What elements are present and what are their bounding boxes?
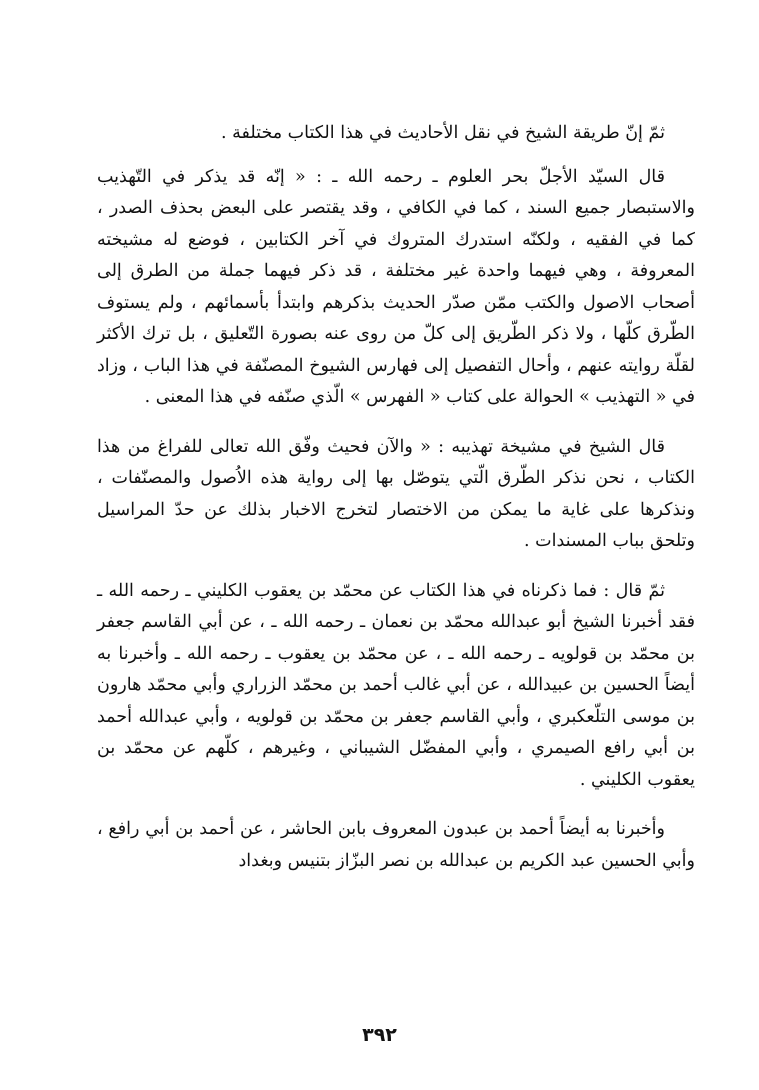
paragraph-spacer <box>97 414 695 432</box>
paragraph-1: ثمّ إنّ طريقة الشيخ في نقل الأحاديث في هذا الكتاب مختلفة . <box>221 123 665 143</box>
paragraph-2: قال السيّد الأجلّ بحر العلوم ـ رحمه الله ـ : « إنّه قد يذكر في التّهذيب والاستبصار جميع السند ، كما في الكافي ، وقد يقتصر على البعض بحذف الصدر ، كما في الفقيه ، ولكنّه استدرك المتروك في آخر الكتابين ، فوضع له مشيخته المعروفة ، وهي فيهما واحدة غير مختلفة ، قد ذكر فيهما جملة من الطرق إلى أصحاب الاصول والكتب ممّن صدّر الحديث بذكرهم وابتدأ بأسمائهم ، ولم يستوف الطّرق كلّها ، ولا ذكر الطّريق إلى كلّ من روى عنه بصورة التّعليق ، بل ترك الأكثر لقلّة روايته عنهم ، وأحال التفصيل إلى فهارس الشيوخ المصنّفة في هذا الباب ، وزاد في « التهذيب » الحوالة على كتاب « الفهرس » الّذي صنّفه في هذا المعنى . <box>97 166 695 407</box>
paragraph-5: وأخبرنا به أيضاً أحمد بن عبدون المعروف بابن الحاشر ، عن أحمد بن أبي رافع ، وأبي الحسين عبد الكريم بن عبدالله بن نصر البزّاز بتنيس وبغداد <box>97 819 695 871</box>
paragraph-spacer <box>97 558 695 576</box>
page-body <box>97 118 695 877</box>
paragraph-3: قال الشيخ في مشيخة تهذيبه : « والآن فحيث وفّق الله تعالى للفراغ من هذا الكتاب ، نحن نذكر الطّرق الّتي يتوصّل بها إلى رواية هذه الاُصول والمصنّفات ، ونذكرها على غاية ما يمكن من الاختصار لتخرج الاخبار بذلك عن حدّ المراسيل وتلحق بباب المسندات . <box>97 436 695 551</box>
paragraph-4: ثمّ قال : فما ذكرناه في هذا الكتاب عن محمّد بن يعقوب الكليني ـ رحمه الله ـ فقد أخبرنا الشيخ أبو عبدالله محمّد بن نعمان ـ رحمه الله ـ ، عن أبي القاسم جعفر بن محمّد بن قولويه ـ رحمه الله ـ ، عن محمّد بن يعقوب ـ رحمه الله ـ وأخبرنا به أيضاً الحسين بن عبيدالله ، عن أبي غالب أحمد بن محمّد الزراري وأبي محمّد هارون بن موسى التلّعكبري ، وأبي القاسم جعفر بن محمّد بن قولويه ، وأبي عبدالله أحمد بن أبي رافع الصيمري ، وأبي المفضّل الشيباني ، وغيرهم ، كلّهم عن محمّد بن يعقوب الكليني . <box>97 580 695 790</box>
paragraph-spacer <box>97 796 695 814</box>
page-number: ٣٩٢ <box>362 1024 397 1046</box>
paragraph-spacer <box>97 150 695 162</box>
